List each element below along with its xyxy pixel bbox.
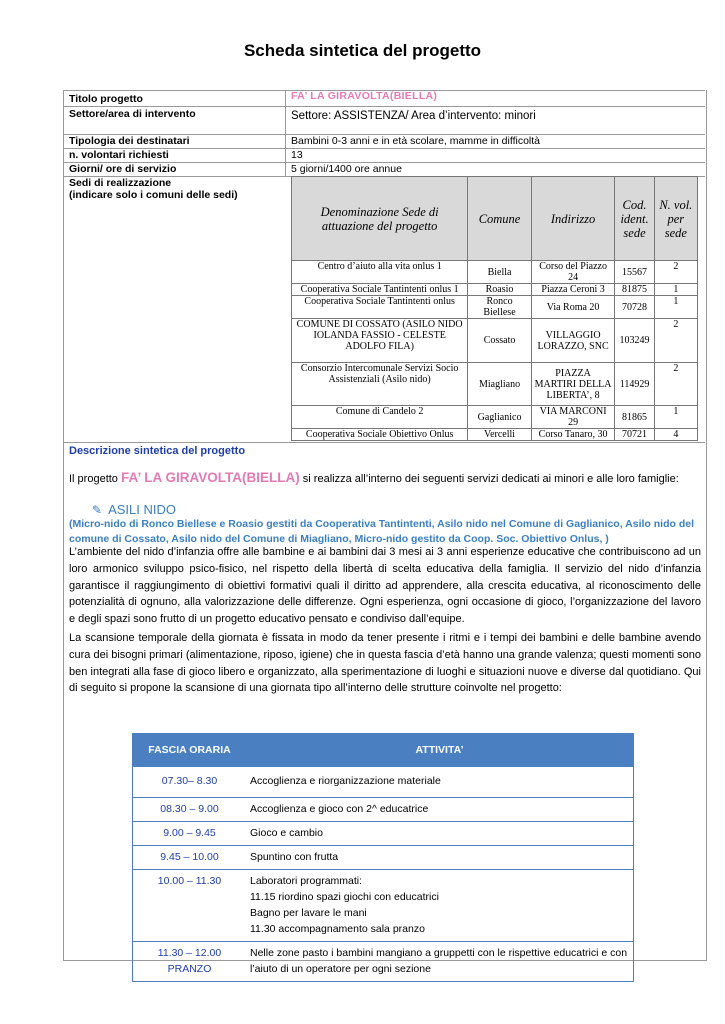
asili-heading-text: ASILI NIDO bbox=[108, 502, 176, 517]
schedule-activity: Accoglienza e gioco con 2^ educatrice bbox=[246, 798, 634, 822]
titolo-label: Titolo progetto bbox=[69, 93, 143, 105]
schedule-row bbox=[133, 798, 634, 822]
table-row bbox=[292, 261, 698, 284]
asili-subtitle: (Micro-nido di Ronco Biellese e Roasio gestiti da Cooperativa Tantintenti, Asilo nido nel Comune di Gaglianico, Asilo nido del comune di Cossato, Asilo nido del Comune di Miagliano, Micro-nido gestito da Coop. Soc. Obiettivo Onlus, ) bbox=[69, 518, 695, 545]
schedule-time: 9.00 – 9.45 bbox=[133, 822, 247, 846]
header-volontari: N. vol. per sede bbox=[654, 177, 697, 261]
description-title: Descrizione sintetica del progetto bbox=[69, 445, 246, 457]
settore-label: Settore/area di intervento bbox=[69, 108, 196, 120]
header-comune: Comune bbox=[468, 177, 531, 261]
schedule-activity: Gioco e cambio bbox=[246, 822, 634, 846]
row-volontari bbox=[63, 148, 705, 163]
cell-denominazione: Cooperativa Sociale Tantintenti onlus 1 bbox=[292, 284, 468, 296]
cell-indirizzo: Corso del Piazzo 24 bbox=[531, 261, 615, 284]
cell-denominazione: Comune di Candelo 2 bbox=[292, 406, 468, 429]
schedule-activity bbox=[246, 870, 634, 942]
schedule-time: 10.00 – 11.30 bbox=[133, 870, 247, 942]
row-tipologia bbox=[63, 134, 705, 149]
settore-value: Settore: ASSISTENZA/ Area d’intervento: minori bbox=[291, 110, 536, 122]
row-titolo bbox=[63, 90, 705, 107]
pencil-icon: ✎ bbox=[92, 503, 103, 517]
cell-denominazione: Centro d’aiuto alla vita onlus 1 bbox=[292, 261, 468, 284]
cell-volontari: 1 bbox=[654, 406, 697, 429]
table-row bbox=[292, 319, 698, 363]
paragraph-1: L’ambiente del nido d’infanzia offre alle bambine e ai bambini dai 3 mesi ai 3 anni esperienze educative che contribuiscono ad un loro armonico sviluppo psico-fisico, nel rispetto della libertà di scelta educativa della famiglia. Il servizio del nido d’infanzia garantisce il raggiungimento di obiettivi formativi quali il diritto ad apprendere, alla crescita educativa, al riconoscimento delle potenzialità di ognuno, alla valorizzazione delle differenze. Ogni esperienza, ogni occasione di gioco, l’organizzazione del lavoro e degli spazi sono frutto di un progetto educativo pensato e condiviso dall’equipe. bbox=[69, 546, 701, 626]
schedule-table bbox=[132, 733, 634, 982]
cell-indirizzo: VIA MARCONI 29 bbox=[531, 406, 615, 429]
activity-line: Laboratori programmati: bbox=[250, 875, 363, 887]
schedule-time-label: PRANZO bbox=[167, 963, 212, 975]
schedule-row bbox=[133, 822, 634, 846]
schedule-activity: Spuntino con frutta bbox=[246, 846, 634, 870]
cell-volontari: 2 bbox=[654, 363, 697, 406]
row-giorni bbox=[63, 162, 705, 177]
description-intro bbox=[69, 470, 679, 485]
sedi-table bbox=[291, 176, 698, 441]
table-row bbox=[292, 363, 698, 406]
tipologia-value: Bambini 0-3 anni e in età scolare, mamme in difficoltà bbox=[291, 135, 541, 147]
intro-prefix: Il progetto bbox=[69, 473, 121, 485]
header-denominazione: Denominazione Sede di attuazione del progetto bbox=[292, 177, 468, 261]
table-row bbox=[292, 296, 698, 319]
schedule-time: 9.45 – 10.00 bbox=[133, 846, 247, 870]
giorni-value: 5 giorni/1400 ore annue bbox=[291, 163, 402, 175]
cell-indirizzo: Via Roma 20 bbox=[531, 296, 615, 319]
tipologia-label: Tipologia dei destinatari bbox=[69, 135, 190, 147]
cell-codice: 70721 bbox=[615, 429, 654, 441]
description-divider bbox=[63, 442, 705, 443]
cell-indirizzo: VILLAGGIO LORAZZO, SNC bbox=[531, 319, 615, 363]
cell-codice: 81875 bbox=[615, 284, 654, 296]
cell-comune: Cossato bbox=[468, 319, 531, 363]
project-title: FA’ LA GIRAVOLTA(BIELLA) bbox=[291, 90, 438, 102]
schedule-activity: Accoglienza e riorganizzazione materiale bbox=[246, 767, 634, 798]
schedule-time: 07.30– 8.30 bbox=[133, 767, 247, 798]
cell-volontari: 4 bbox=[654, 429, 697, 441]
cell-volontari: 2 bbox=[654, 319, 697, 363]
header-codice: Cod. ident. sede bbox=[615, 177, 654, 261]
cell-comune: Biella bbox=[468, 261, 531, 284]
activity-line: Bagno per lavare le mani bbox=[250, 907, 367, 919]
cell-volontari: 2 bbox=[654, 261, 697, 284]
cell-comune: Vercelli bbox=[468, 429, 531, 441]
cell-volontari: 1 bbox=[654, 284, 697, 296]
schedule-time-range: 11.30 – 12.00 bbox=[157, 947, 222, 959]
schedule-time: 08.30 – 9.00 bbox=[133, 798, 247, 822]
cell-codice: 15567 bbox=[615, 261, 654, 284]
cell-denominazione: Cooperativa Sociale Obiettivo Onlus bbox=[292, 429, 468, 441]
cell-indirizzo: Piazza Ceroni 3 bbox=[531, 284, 615, 296]
cell-comune: Ronco Biellese bbox=[468, 296, 531, 319]
cell-denominazione: Consorzio Intercomunale Servizi Socio Assistenziali (Asilo nido) bbox=[292, 363, 468, 406]
sedi-label: Sedi di realizzazione bbox=[69, 177, 172, 189]
cell-comune: Roasio bbox=[468, 284, 531, 296]
cell-codice: 114929 bbox=[615, 363, 654, 406]
schedule-row bbox=[133, 870, 634, 942]
header-indirizzo: Indirizzo bbox=[531, 177, 615, 261]
header-attivita: ATTIVITA’ bbox=[246, 733, 634, 767]
cell-codice: 70728 bbox=[615, 296, 654, 319]
table-row bbox=[292, 406, 698, 429]
cell-volontari: 1 bbox=[654, 296, 697, 319]
cell-denominazione: COMUNE DI COSSATO (ASILO NIDO IOLANDA FASSIO - CELESTE ADOLFO FILA) bbox=[292, 319, 468, 363]
cell-comune: Miagliano bbox=[468, 363, 531, 406]
intro-brand: FA’ LA GIRAVOLTA(BIELLA) bbox=[120, 470, 300, 485]
table-row bbox=[292, 429, 698, 441]
table-row bbox=[292, 284, 698, 296]
giorni-label: Giorni/ ore di servizio bbox=[69, 163, 177, 175]
paragraph-2: La scansione temporale della giornata è fissata in modo da tener presente i ritmi e i tempi dei bambini e delle bambine avendo cura dei bisogni primari (alimentazione, riposo, igiene) che in questa fascia d’età hanno una grande valenza; questi momenti sono ben integrati alla fase di gioco libero e organizzato, alla sperimentazione di luoghi e situazioni nuove e diverse dal quotidiano. Qui di seguito si propone la scansione di una giornata tipo all’interno delle strutture coinvolte nel progetto: bbox=[69, 632, 701, 695]
schedule-row bbox=[133, 942, 634, 982]
activity-line: 11.15 riordino spazi giochi con educatrici bbox=[250, 891, 439, 903]
schedule-time bbox=[133, 942, 247, 982]
schedule-row bbox=[133, 846, 634, 870]
cell-comune: Gaglianico bbox=[468, 406, 531, 429]
schedule-row bbox=[133, 767, 634, 798]
header-fascia-oraria: FASCIA ORARIA bbox=[133, 733, 247, 767]
volontari-value: 13 bbox=[291, 149, 303, 161]
page-title: Scheda sintetica del progetto bbox=[243, 41, 482, 60]
cell-codice: 81865 bbox=[615, 406, 654, 429]
schedule-activity: Nelle zone pasto i bambini mangiano a gruppetti con le rispettive educatrici e con l’aiuto di un operatore per ogni sezione bbox=[246, 942, 634, 982]
cell-indirizzo: PIAZZA MARTIRI DELLA LIBERTA’, 8 bbox=[531, 363, 615, 406]
sedi-sublabel: (indicare solo i comuni delle sedi) bbox=[69, 189, 238, 201]
volontari-label: n. volontari richiesti bbox=[69, 149, 169, 161]
cell-codice: 103249 bbox=[615, 319, 654, 363]
cell-denominazione: Cooperativa Sociale Tantintenti onlus bbox=[292, 296, 468, 319]
row-settore bbox=[63, 106, 705, 135]
intro-suffix: si realizza all’interno dei seguenti servizi dedicati ai minori e alle loro famiglie: bbox=[299, 473, 679, 485]
cell-indirizzo: Corso Tanaro, 30 bbox=[531, 429, 615, 441]
asili-heading bbox=[92, 502, 176, 517]
activity-line: 11.30 accompagnamento sala pranzo bbox=[250, 923, 425, 935]
